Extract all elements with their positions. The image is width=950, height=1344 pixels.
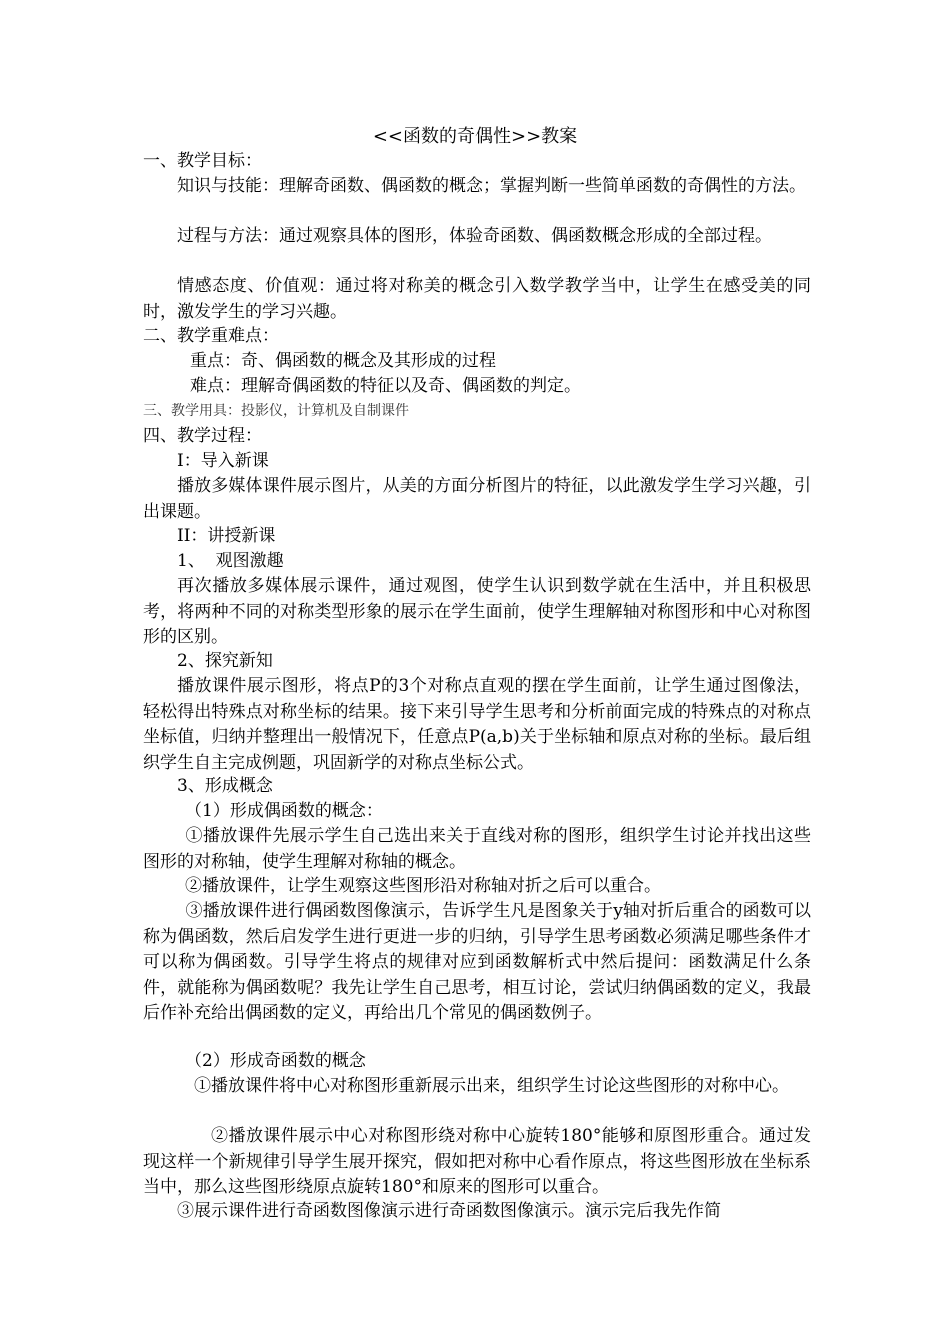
subsection-heading: II：讲授新课 [177,526,276,546]
paragraph: ①播放课件先展示学生自己选出来关于直线对称的图形，组织学生讨论并找出这些图形的对称轴，使学生理解对称轴的概念。 [143,826,811,872]
paragraph: ③展示课件进行奇函数图像演示进行奇函数图像演示。演示完后我先作简 [177,1201,721,1221]
subsection-heading: I：导入新课 [177,451,269,471]
paragraph: 情感态度、价值观：通过将对称美的概念引入数学教学当中，让学生在感受美的同时，激发学生的学习兴趣。 [143,276,811,322]
paragraph: 再次播放多媒体展示课件，通过观图，使学生认识到数学就在生活中，并且积极思考，将两种不同的对称类型形象的展示在学生面前，使学生理解轴对称图形和中心对称图形的区别。 [143,576,811,647]
paragraph: 重点：奇、偶函数的概念及其形成的过程 [190,351,496,371]
paragraph: 过程与方法：通过观察具体的图形，体验奇函数、偶函数概念形成的全部过程。 [177,226,772,246]
paragraph: 播放课件展示图形，将点P的3个对称点直观的摆在学生面前，让学生通过图像法，轻松得出特殊点对称坐标的结果。接下来引导学生思考和分析前面完成的特殊点的对称点坐标值，归纳并整理出一般情况下，任意点P(a,b)关于坐标轴和原点对称的坐标。最后组织学生自主完成例题，巩固新学的对称点坐标公式。 [143,676,811,773]
paragraph: ③播放课件进行偶函数图像演示，告诉学生凡是图象关于y轴对折后重合的函数可以称为偶函数，然后启发学生进行更进一步的归纳，引导学生思考函数必须满足哪些条件才可以称为偶函数。引导学生将点的规律对应到函数解析式中然后提问：函数满足什么条件，就能称为偶函数呢？我先让学生自己思考，相互讨论，尝试归纳偶函数的定义，我最后作补充给出偶函数的定义，再给出几个常见的偶函数例子。 [143,901,811,1023]
paragraph: 播放多媒体课件展示图片，从美的方面分析图片的特征，以此激发学生学习兴趣，引出课题。 [143,476,811,522]
subsection-heading: （1）形成偶函数的概念： [185,801,383,821]
document-title: <<函数的奇偶性>>教案 [372,126,578,147]
subsection-heading: （2）形成奇函数的概念 [185,1051,366,1071]
section-heading: 四、教学过程： [143,426,262,446]
section-heading: 二、教学重难点： [143,326,279,346]
paragraph: 难点：理解奇偶函数的特征以及奇、偶函数的判定。 [190,376,581,396]
paragraph: 知识与技能：理解奇函数、偶函数的概念；掌握判断一些简单函数的奇偶性的方法。 [177,176,806,196]
section-heading: 三、教学用具：投影仪，计算机及自制课件 [143,403,409,419]
subsection-heading: 3、形成概念 [177,776,273,796]
section-heading: 一、教学目标： [143,151,262,171]
subsection-heading: 1、 观图激趣 [177,551,284,571]
paragraph: ②播放课件，让学生观察这些图形沿对称轴对折之后可以重合。 [185,876,661,896]
subsection-heading: 2、探究新知 [177,651,273,671]
paragraph: ①播放课件将中心对称图形重新展示出来，组织学生讨论这些图形的对称中心。 [194,1076,789,1096]
paragraph: ②播放课件展示中心对称图形绕对称中心旋转180°能够和原图形重合。通过发现这样一个新规律引导学生展开探究，假如把对称中心看作原点，将这些图形放在坐标系当中，那么这些图形绕原点旋转180°和原来的图形可以重合。 [143,1126,811,1197]
